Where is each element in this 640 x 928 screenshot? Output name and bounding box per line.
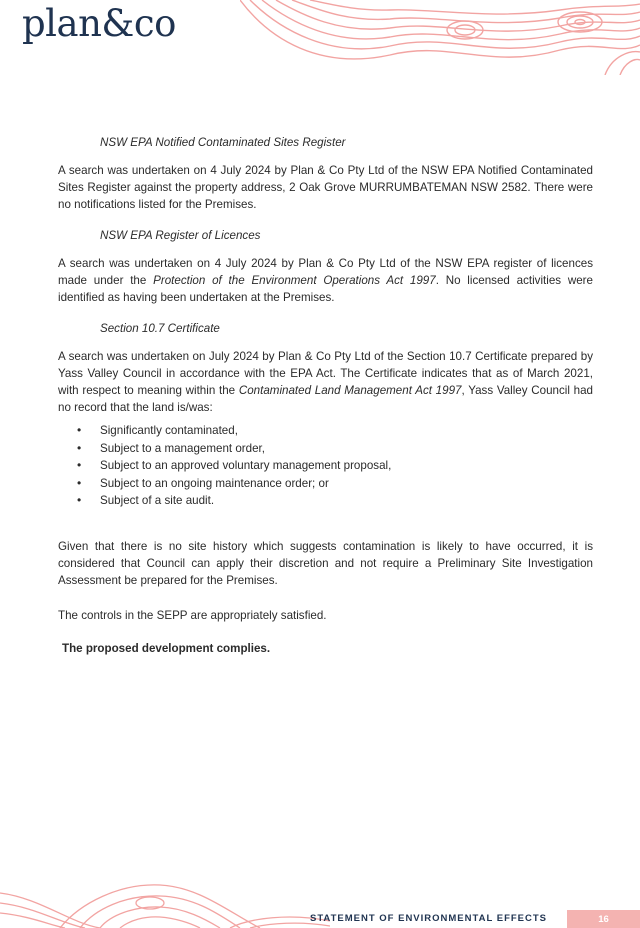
list-item: • Subject to an ongoing maintenance order; or <box>58 475 593 493</box>
licences-text-after: . No licensed activities were identified as having been undertaken at the Premises. <box>58 274 593 304</box>
complies-statement: The proposed development complies. <box>62 641 271 655</box>
topographic-pattern-footer <box>0 873 330 928</box>
certificate-heading: Section 10.7 Certificate <box>100 322 220 335</box>
list-item: • Significantly contaminated, <box>58 422 593 440</box>
list-item: • Subject to a management order, <box>58 440 593 458</box>
certificate-act-name: Contaminated Land Management Act 1997 <box>238 384 462 397</box>
conclusion-paragraph: Given that there is no site history which suggests contamination is likely to have occurred, it is considered that Council can apply their discretion and not require a Preliminary Site Investigation Assessment be prepared for the Premises. <box>58 539 593 587</box>
list-item: • Subject of a site audit. <box>58 492 593 510</box>
plan-and-co-logo: plan&co <box>22 2 176 45</box>
list-item: • Subject to an approved voluntary management proposal, <box>58 457 593 475</box>
certificate-bullet-list <box>58 422 593 510</box>
licences-paragraph <box>58 255 593 306</box>
licences-text-before: A search was undertaken on 4 July 2024 by Plan & Co Pty Ltd of the NSW EPA register of licences made under the <box>58 257 593 287</box>
page-number-badge: 16 <box>567 910 640 928</box>
epa-register-heading: NSW EPA Notified Contaminated Sites Register <box>100 136 346 149</box>
footer-document-title: STATEMENT OF ENVIRONMENTAL EFFECTS <box>310 913 548 924</box>
certificate-paragraph <box>58 348 593 416</box>
licences-heading: NSW EPA Register of Licences <box>100 229 261 242</box>
sepp-satisfied-paragraph: The controls in the SEPP are appropriately satisfied. <box>58 608 327 622</box>
licences-act-name: Protection of the Environment Operations Act 1997 <box>153 274 436 287</box>
document-body <box>58 134 593 671</box>
certificate-text-before: A search was undertaken on July 2024 by Plan & Co Pty Ltd of the Section 10.7 Certificate prepared by Yass Valley Council in accordance with the EPA Act. The Certificate indicates that as of March 2021, with respect to meaning within the <box>58 350 593 397</box>
topographic-pattern-header <box>240 0 640 75</box>
epa-register-paragraph: A search was undertaken on 4 July 2024 by Plan & Co Pty Ltd of the NSW EPA Notified Contaminated Sites Register against the property address, 2 Oak Grove MURRUMBATEMAN NSW 2582. There were no notifications listed for the Premises. <box>58 164 593 211</box>
certificate-text-after: , Yass Valley Council had no record that the land is/was: <box>58 384 593 414</box>
